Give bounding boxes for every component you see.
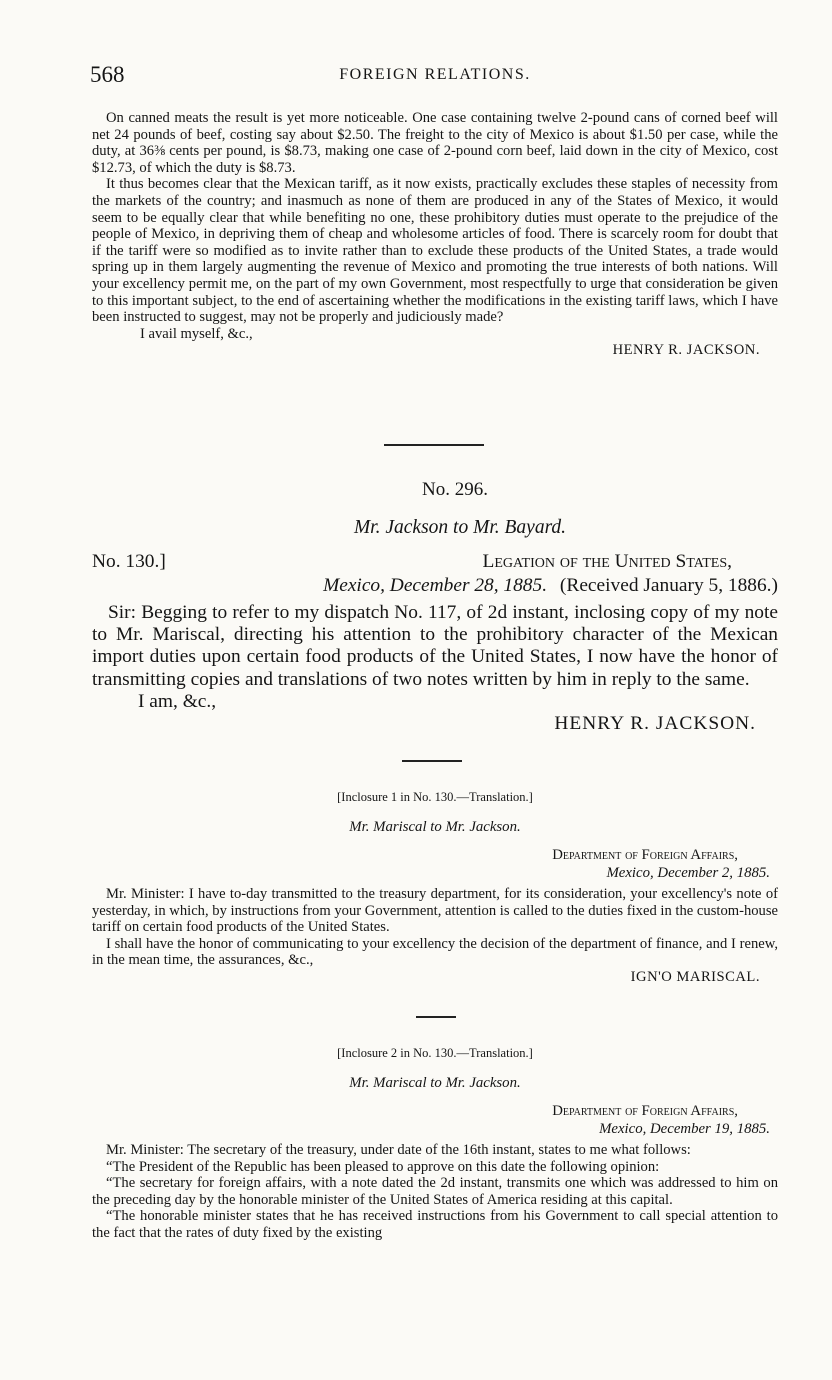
inclosure-body: “The secretary for foreign affairs, with a note dated the 2d instant, transmits one which was addressed to him on the preceding day by the honorable minister of the United States of America residing at this capital.: [92, 1175, 778, 1208]
inclosure-title: Mr. Mariscal to Mr. Jackson.: [349, 1075, 521, 1091]
dispatch-number: No. 130.]: [92, 551, 166, 572]
dispatch-body: Sir: Begging to refer to my dispatch No. 117, of 2d instant, inclosing copy of my note to Mr. Mariscal, directing his attention to the prohibitory character of the Mexican import duties upon certain food products of the United States, I now have the honor of transmitting copies and translations of two notes written by him in reply to the same.: [92, 602, 778, 690]
signature: HENRY R. JACKSON.: [554, 713, 756, 735]
divider: [402, 760, 462, 762]
signature: HENRY R. JACKSON.: [612, 342, 760, 359]
inclosure-body: “The President of the Republic has been pleased to approve on this date the following opinion:: [106, 1158, 660, 1175]
inclosure-place-date: Mexico, December 19, 1885.: [599, 1121, 770, 1137]
document-296: [92, 478, 778, 735]
signature: IGN'O MARISCAL.: [630, 968, 760, 985]
inclosure-body: I shall have the honor of communicating to your excellency the decision of the department of finance, and I renew, in the mean time, the assurances, &c.,: [92, 935, 778, 969]
document-title: Mr. Jackson to Mr. Bayard.: [353, 517, 567, 538]
legation-name: Legation of the United States,: [482, 551, 732, 572]
running-head: FOREIGN RELATIONS.: [339, 66, 531, 83]
document-number: No. 296.: [422, 479, 488, 500]
inclosure-1: [92, 788, 778, 986]
inclosure-label: [Inclosure 1 in No. 130.—Translation.]: [337, 790, 533, 804]
inclosure-2: [92, 1044, 778, 1242]
received-date: (Received January 5, 1886.): [559, 575, 778, 596]
closing: I am, &c.,: [138, 690, 217, 712]
divider: [416, 1016, 456, 1018]
dispatch-place-date: Mexico, December 28, 1885.: [323, 575, 548, 596]
inclosure-body: Mr. Minister: I have to-day transmitted to the treasury department, for its consideration, your excellency's note of yesterday, in which, by instructions from your Government, attention is called to the duties fixed in the custom-house tariff on certain food products of the United States.: [92, 886, 778, 936]
paragraph: It thus becomes clear that the Mexican tariff, as it now exists, practically excludes these staples of necessity from the markets of the country; and inasmuch as none of them are produced in any of the States of Mexico, it would seem to be equally clear that while benefiting no one, these prohibitory duties must operate to the prejudice of the people of Mexico, in depriving them of cheap and wholesome articles of food. There is scarcely room for doubt that if the tariff were so modified as to invite rather than to exclude these products of the United States, a trade would spring up in them largely augmenting the revenue of Mexico and promoting the true interests of both nations. Will your excellency permit me, on the part of my own Government, most respectfully to urge that consideration be given to this important subject, to the end of ascertaining whether the modifications in the existing tariff laws, which I have been instructed to suggest, may not be properly and judiciously made?: [92, 176, 778, 326]
inclosure-label: [Inclosure 2 in No. 130.—Translation.]: [337, 1046, 533, 1060]
department-name: Department of Foreign Affairs,: [552, 1103, 738, 1119]
page-number: 568: [90, 62, 125, 87]
inclosure-place-date: Mexico, December 2, 1885.: [606, 865, 770, 881]
inclosure-body: Mr. Minister: The secretary of the treasury, under date of the 16th instant, states to me what follows:: [106, 1142, 691, 1158]
inclosure-body: “The honorable minister states that he has received instructions from his Government to call special attention to the fact that the rates of duty fixed by the existing: [92, 1208, 778, 1241]
closing: I avail myself, &c.,: [140, 325, 253, 342]
letter-continuation: [92, 110, 778, 359]
dispatch-heading: [92, 550, 778, 574]
divider: [384, 444, 484, 446]
dispatch-date-line: [92, 574, 778, 598]
paragraph: On canned meats the result is yet more noticeable. One case containing twelve 2-pound cans of corned beef will net 24 pounds of beef, costing say about $2.50. The freight to the city of Mexico is about $1.50 per case, while the duty, at 36⅜ cents per pound, is $8.73, making one case of 2-pound corn beef, laid down in the city of Mexico, cost $12.73, of which the duty is $8.73.: [92, 110, 778, 176]
inclosure-title: Mr. Mariscal to Mr. Jackson.: [349, 819, 521, 835]
page-header: [90, 62, 780, 92]
department-name: Department of Foreign Affairs,: [552, 847, 738, 863]
